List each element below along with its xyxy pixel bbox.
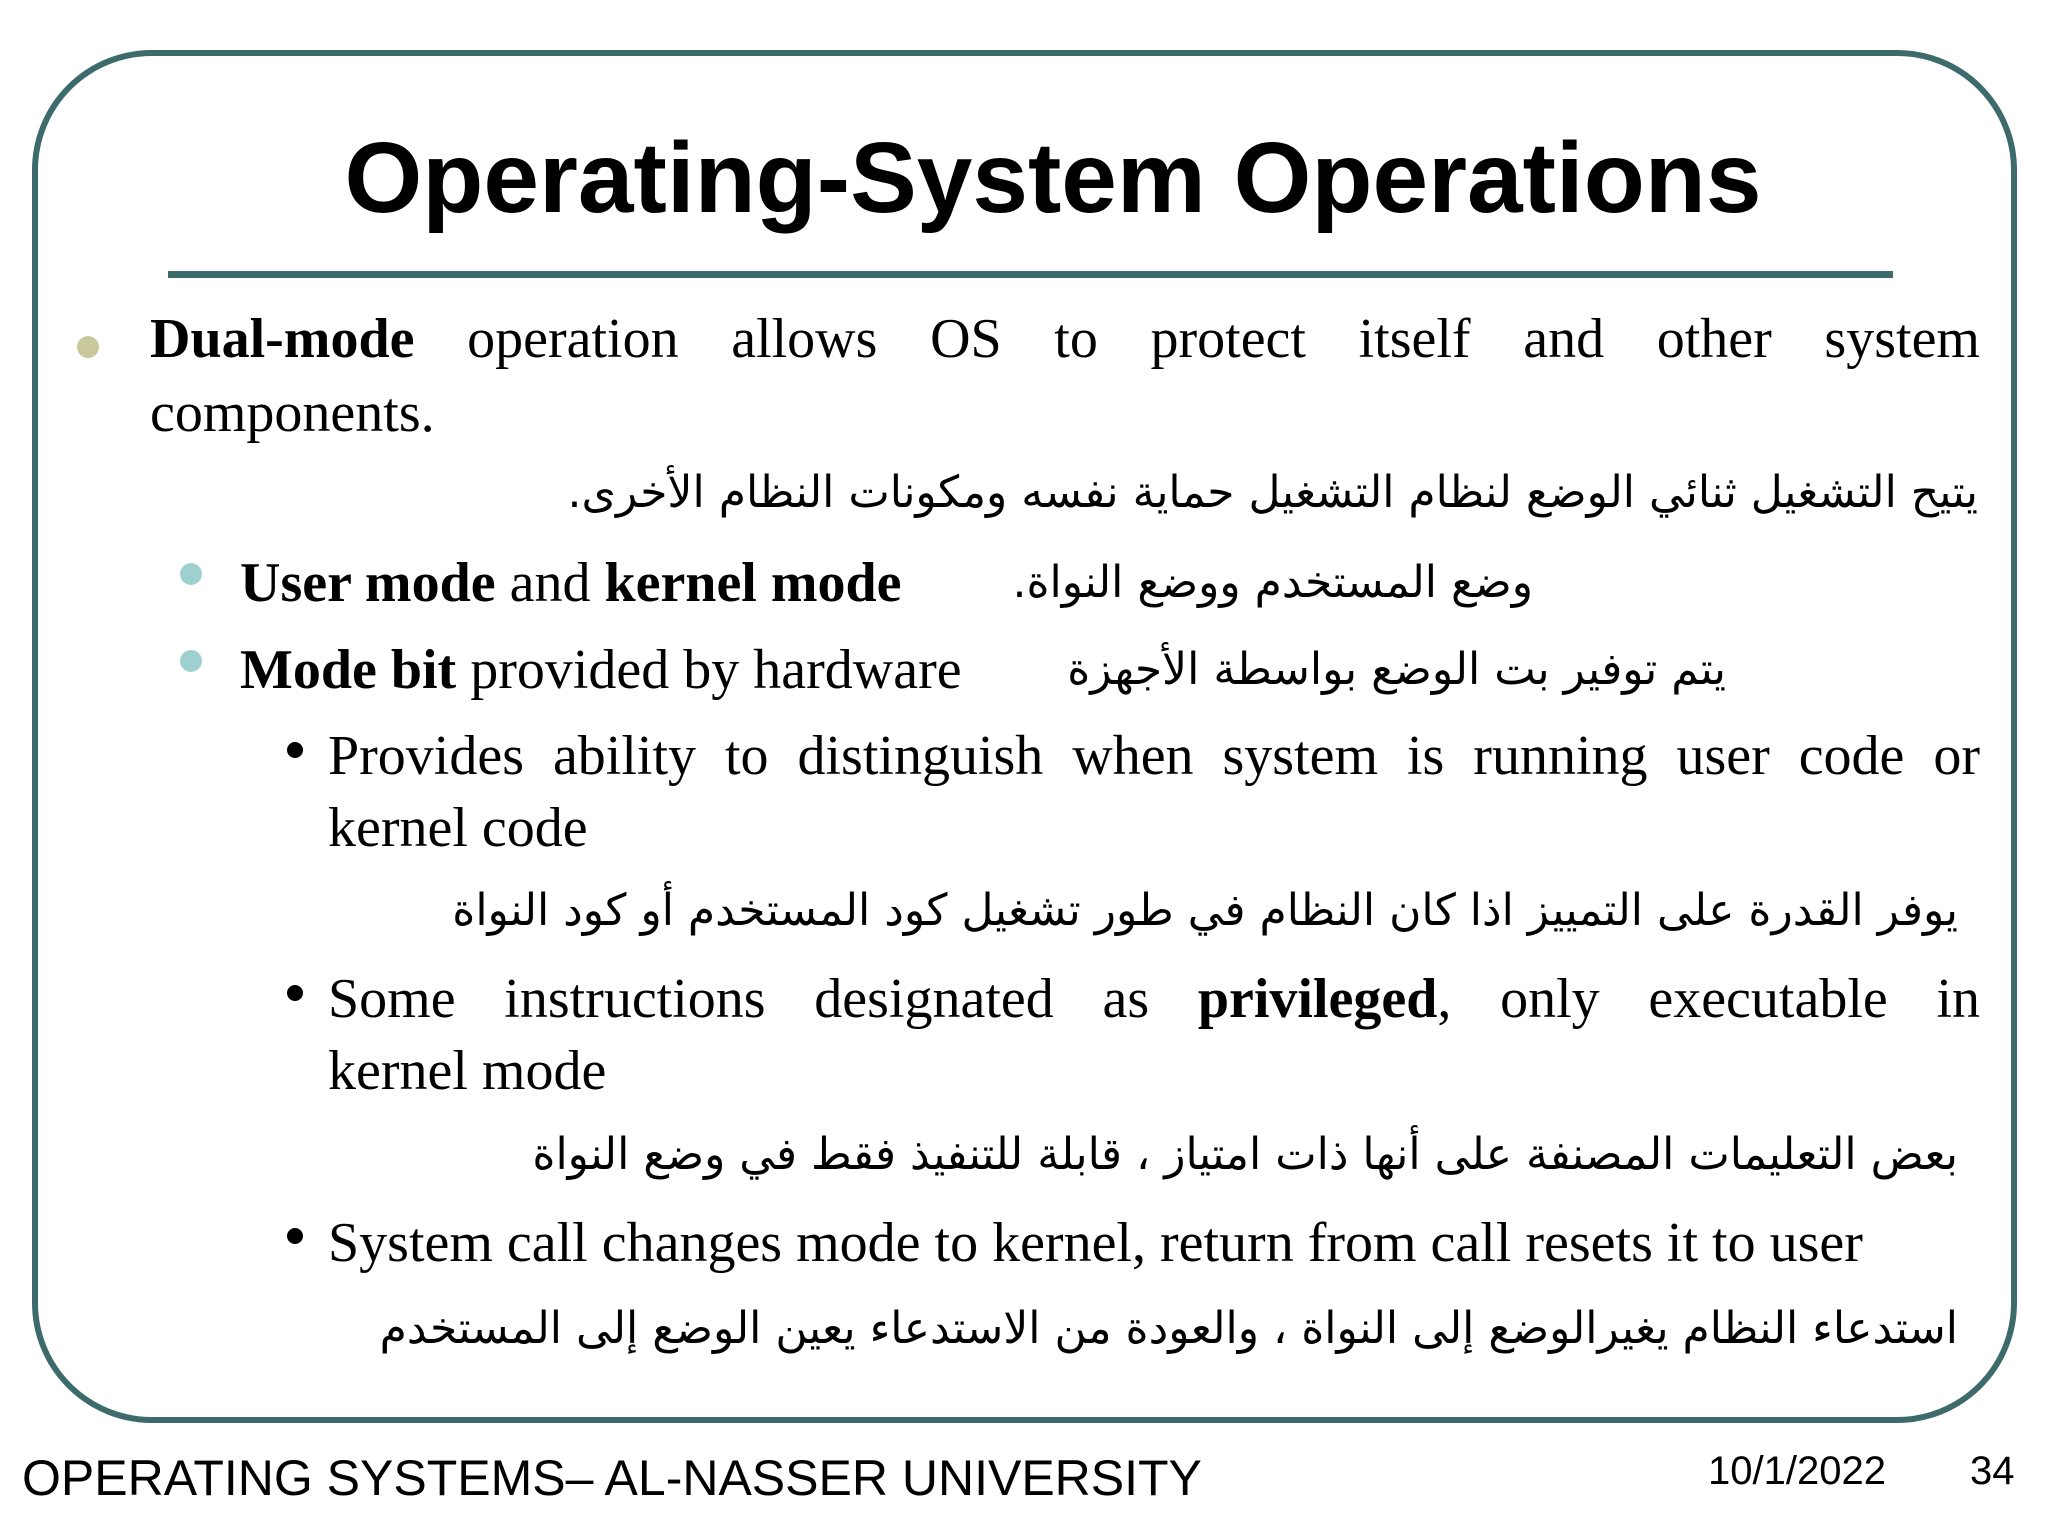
slide-title: Operating-System Operations [344, 122, 1762, 234]
bullet3-arabic: يتم توفير بت الوضع بواسطة الأجهزة [1067, 644, 1726, 695]
bullet1-line1 [150, 306, 1980, 372]
bullet2-mid: and [495, 552, 605, 614]
bullet-dot [180, 650, 202, 672]
bullet3-line [240, 637, 962, 703]
bullet1-bold: Dual-mode [150, 308, 415, 370]
bullet2-line [240, 550, 902, 616]
bullet2-bold1: User mode [240, 552, 496, 614]
bullet-dot [287, 1228, 303, 1244]
bullet-dot [77, 336, 99, 358]
bullet3-text: provided by hardware [456, 639, 962, 701]
sub2-post: , only executable in [1437, 968, 1981, 1030]
sub1-arabic: يوفر القدرة على التمييز اذا كان النظام في طور تشغيل كود المستخدم أو كود النواة [452, 885, 1958, 936]
sub3-line1: System call changes mode to kernel, return from call resets it to user [328, 1212, 1863, 1274]
sub3-arabic: استدعاء النظام يغيرالوضع إلى النواة ، والعودة من الاستدعاء يعين الوضع إلى المستخدم [379, 1303, 1958, 1354]
bullet-dot [180, 563, 202, 585]
sub2-line1 [328, 966, 1980, 1032]
bullet1-text: operation allows OS to protect itself and other system [414, 308, 1980, 370]
bullet-dot [287, 985, 303, 1001]
bullet1-line2: components. [150, 382, 435, 444]
sub2-line2: kernel mode [328, 1040, 607, 1102]
bullet1-arabic: يتيح التشغيل ثنائي الوضع لنظام التشغيل حماية نفسه ومكونات النظام الأخرى. [567, 467, 1978, 518]
sub2-pre: Some instructions designated as [328, 968, 1198, 1030]
sub1-line2: kernel code [328, 797, 588, 859]
bullet-dot [287, 742, 303, 758]
bullet2-bold2: kernel mode [604, 552, 902, 614]
sub2-bold: privileged [1197, 968, 1438, 1030]
sub1-line1: Provides ability to distinguish when system is running user code or [328, 725, 1980, 787]
page-number: 34 [1970, 1449, 2015, 1493]
bullet2-arabic: وضع المستخدم ووضع النواة. [1012, 557, 1533, 608]
sub2-arabic: بعض التعليمات المصنفة على أنها ذات امتياز ، قابلة للتنفيذ فقط في وضع النواة [532, 1129, 1958, 1180]
bullet3-bold: Mode bit [240, 639, 457, 701]
footer-course: OPERATING SYSTEMS– AL-NASSER UNIVERSITY [22, 1450, 1202, 1506]
footer-date: 10/1/2022 [1708, 1449, 1886, 1493]
title-divider [168, 271, 1893, 278]
